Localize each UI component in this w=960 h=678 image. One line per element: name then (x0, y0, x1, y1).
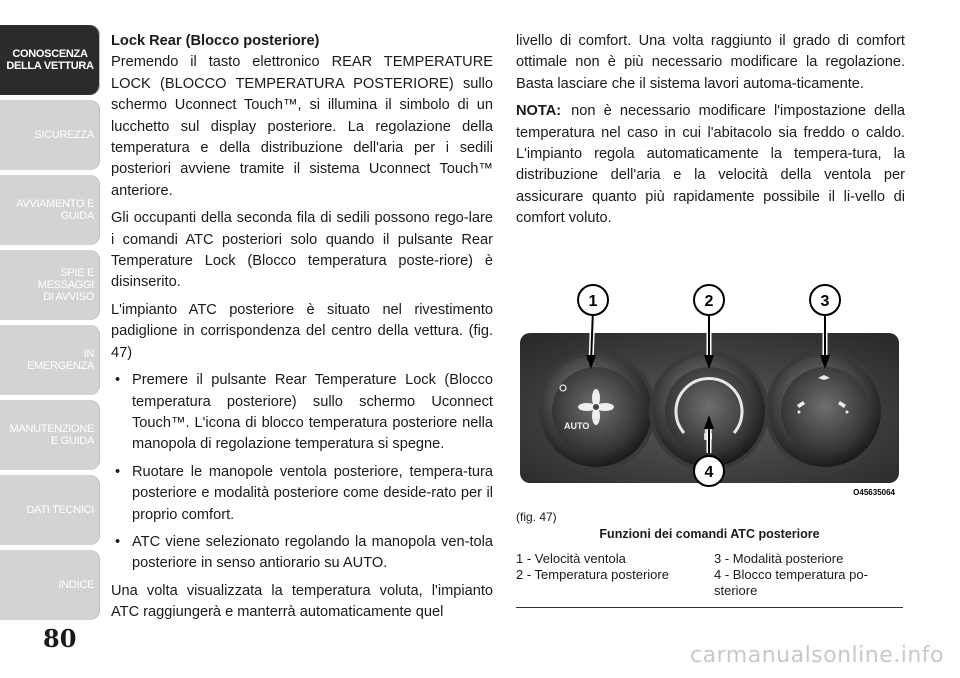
list-item: • Ruotare le manopole ventola posteriore, tempera-tura posteriore e modalità posteriore come deside-rato per il proprio comfort. (111, 462, 493, 526)
tab-spie-e-messaggi[interactable] (0, 250, 100, 320)
callout-number: 2 (704, 293, 714, 310)
tab-label: DATI TECNICI (26, 504, 94, 516)
note-label: NOTA: (516, 103, 562, 120)
legend-item: 1 - Velocità ventola (516, 551, 626, 566)
tab-label: SPIE E MESSAGGI DI AVVISO (37, 267, 94, 303)
instruction-list (111, 370, 493, 575)
paragraph: Premendo il tasto elettronico REAR TEMPERATURE LOCK (BLOCCO TEMPERATURA POSTERIORE) sullo schermo Uconnect Touch™, si illumina il simbolo di un lucchetto sul display posteriore. La regolazione della temperatura e della distribuzione dell'aria per i sedili posteriori avviene tramite il sistema Uconnect Touch™ anteriore. (111, 54, 493, 199)
paragraph: Una volta visualizzata la temperatura voluta, l'impianto ATC raggiungerà e manterrà automaticamente quel (111, 582, 493, 621)
list-item: • ATC viene selezionato regolando la manopola ven-tola posteriore in senso antiorario su AUTO. (111, 532, 493, 575)
tab-in-emergenza[interactable] (0, 325, 100, 395)
tab-label: CONOSCENZA DELLA VETTURA (6, 48, 94, 72)
image-code: O45635064 (853, 488, 895, 497)
atc-controls-figure (516, 283, 903, 503)
left-text-column (111, 31, 493, 630)
note-text: non è necessario modificare l'impostazione della temperatura nel caso in cui l'abitacolo sia freddo o caldo. L'impianto regola automaticamente la tempera-tura, la distribuzione dell'aria e la velocità della ventola per assicurare quanto più rapidamente possibile il li-vello di comfort voluto. (516, 103, 905, 227)
tab-dati-tecnici[interactable] (0, 475, 100, 545)
legend-item: 3 - Modalità posteriore (714, 551, 844, 566)
watermark: carmanualsonline.info (690, 643, 944, 668)
list-item: • Premere il pulsante Rear Temperature Lock (Blocco temperatura posteriore) sullo schermo Uconnect Touch™. L'icona di blocco temperatura posteriore nella manopola di regolazione temperatura si spegne. (111, 370, 493, 456)
callout-1 (578, 285, 608, 315)
divider (516, 607, 903, 608)
paragraph: Gli occupanti della seconda fila di sedili possono rego-lare i comandi ATC posteriori solo quando il pulsante Rear Temperature Lock (Blocco temperatura poste-riore) è disinserito. (111, 210, 493, 291)
note-paragraph (516, 101, 905, 229)
page-number: 80 (43, 624, 77, 653)
tab-manutenzione-e-guida[interactable] (0, 400, 100, 470)
tab-label: IN EMERGENZA (27, 348, 94, 372)
paragraph: livello di comfort. Una volta raggiunto il grado di comfort ottimale non è più necessario modificare la regolazione. Basta lasciare che il sistema lavori automa-ticamente. (516, 33, 905, 92)
tab-avviamento-e-guida[interactable] (0, 175, 100, 245)
legend-item: 2 - Temperatura posteriore (516, 567, 669, 582)
tab-label: AVVIAMENTO E GUIDA (16, 198, 94, 222)
atc-controls-illustration (516, 283, 903, 503)
right-text-column (516, 31, 905, 236)
section-heading: Lock Rear (Blocco posteriore) (111, 33, 320, 49)
callout-4 (694, 456, 724, 486)
tab-label: SICUREZZA (34, 129, 94, 141)
figure-title: Funzioni dei comandi ATC posteriore (599, 527, 820, 541)
tab-indice[interactable] (0, 550, 100, 620)
auto-label: AUTO (564, 421, 590, 431)
callout-3 (810, 285, 840, 315)
legend-item: 4 - Blocco temperatura po- steriore (714, 567, 868, 598)
tab-conoscenza-della-vettura[interactable] (0, 25, 100, 95)
callout-number: 1 (588, 293, 598, 310)
callout-number: 4 (704, 464, 714, 481)
callout-2 (694, 285, 724, 315)
tab-label: MANUTENZIONE E GUIDA (9, 423, 94, 447)
figure-reference: (fig. 47) (516, 510, 557, 524)
tab-label: INDICE (58, 579, 94, 591)
tab-sicurezza[interactable] (0, 100, 100, 170)
fan-speed-knob (536, 351, 656, 471)
paragraph: L'impianto ATC posteriore è situato nel rivestimento padiglione in corrispondenza del centro della vettura. (fig. 47) (111, 301, 493, 361)
callout-number: 3 (820, 293, 830, 310)
